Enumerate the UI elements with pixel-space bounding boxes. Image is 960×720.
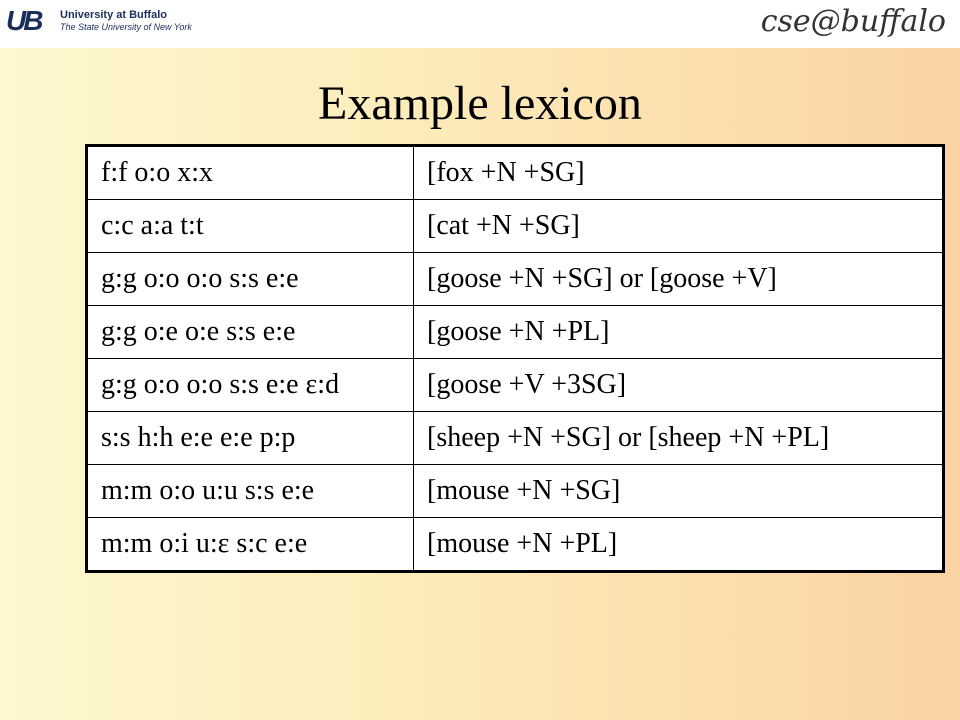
table-row	[87, 518, 944, 572]
surface-form-cell: g:g o:o o:o s:s e:e ε:d	[87, 359, 414, 412]
header-bar	[0, 0, 960, 48]
lexicon-table	[85, 144, 945, 573]
analysis-cell: [goose +N +PL]	[414, 306, 944, 359]
ub-subtitle: The State University of New York	[60, 22, 192, 32]
ub-monogram: UB	[6, 5, 41, 36]
table-row	[87, 412, 944, 465]
analysis-cell: [fox +N +SG]	[414, 146, 944, 200]
surface-form-cell: s:s h:h e:e e:e p:p	[87, 412, 414, 465]
surface-form-cell: m:m o:o u:u s:s e:e	[87, 465, 414, 518]
table-row	[87, 146, 944, 200]
surface-form-cell: f:f o:o x:x	[87, 146, 414, 200]
table-row	[87, 359, 944, 412]
table-row	[87, 306, 944, 359]
analysis-cell: [mouse +N +PL]	[414, 518, 944, 572]
cse-buffalo-logo: cse@buffalo	[760, 4, 946, 39]
analysis-cell: [goose +V +3SG]	[414, 359, 944, 412]
surface-form-cell: c:c a:a t:t	[87, 200, 414, 253]
analysis-cell: [sheep +N +SG] or [sheep +N +PL]	[414, 412, 944, 465]
analysis-cell: [goose +N +SG] or [goose +V]	[414, 253, 944, 306]
surface-form-cell: g:g o:o o:o s:s e:e	[87, 253, 414, 306]
surface-form-cell: g:g o:e o:e s:s e:e	[87, 306, 414, 359]
table-row	[87, 253, 944, 306]
ub-logo	[6, 6, 192, 36]
ub-name: University at Buffalo	[60, 9, 167, 21]
table-row	[87, 200, 944, 253]
table-row	[87, 465, 944, 518]
surface-form-cell: m:m o:i u:ε s:c e:e	[87, 518, 414, 572]
analysis-cell: [mouse +N +SG]	[414, 465, 944, 518]
slide-title: Example lexicon	[318, 77, 642, 130]
analysis-cell: [cat +N +SG]	[414, 200, 944, 253]
